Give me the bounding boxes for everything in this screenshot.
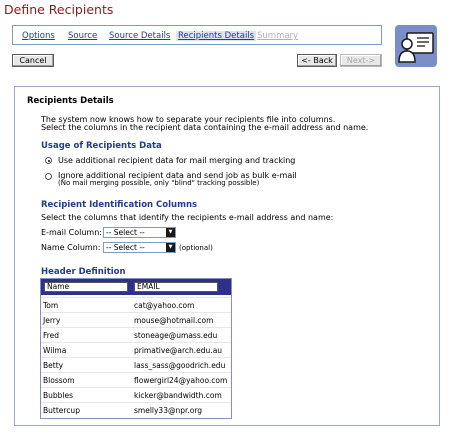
header-definition-heading: Header Definition: [41, 267, 126, 277]
identification-instruction: Select the columns that identify the recipients e-mail address and name:: [41, 213, 334, 222]
intro-text: The system now knows how to separate your recipients file into columns.: [41, 115, 336, 124]
back-button[interactable]: <- Back: [297, 54, 337, 67]
row-name-cell: Blossom: [43, 376, 75, 385]
recipient-card-icon: [395, 25, 437, 67]
header-name-field[interactable]: Name: [44, 282, 128, 292]
header-definition-table: [40, 278, 232, 419]
intro-text: Select the columns in the recipient data containing the e-mail address and name.: [41, 123, 369, 132]
row-name-cell: Bubbles: [43, 391, 74, 400]
tab-source[interactable]: Source: [68, 31, 98, 41]
row-email-cell: kicker@bandwidth.com: [134, 391, 222, 400]
email-column-select[interactable]: [103, 227, 176, 238]
name-column-value: -- Select --: [106, 243, 145, 252]
wizard-nav: [12, 25, 382, 45]
email-column-value: -- Select --: [106, 228, 145, 237]
panel-title: Recipients Details: [27, 96, 114, 106]
radio-ignore-data[interactable]: [45, 173, 52, 180]
table-row: [41, 312, 231, 327]
header-email-field[interactable]: EMAIL: [134, 282, 218, 292]
table-row: [41, 387, 231, 402]
usage-heading: Usage of Recipients Data: [41, 141, 162, 151]
tab-options[interactable]: Options: [22, 31, 55, 41]
option-ignore-data-label: Ignore additional recipient data and send job as bulk e-mail: [58, 171, 297, 180]
page-title: Define Recipients: [4, 2, 114, 17]
option-ignore-data-note: (No mail merging possible, only "blind" tracking possible): [58, 179, 260, 187]
row-name-cell: Betty: [43, 361, 64, 370]
table-row: [41, 297, 231, 312]
row-name-cell: Buttercup: [43, 406, 80, 415]
row-name-cell: Tom: [43, 301, 59, 310]
table-row: [41, 372, 231, 387]
identification-heading: Recipient Identification Columns: [41, 200, 198, 210]
next-button: Next->: [340, 54, 382, 67]
row-email-cell: smelly33@npr.org: [134, 406, 203, 415]
row-email-cell: cat@yahoo.com: [134, 301, 195, 310]
row-email-cell: lass_sass@goodrich.edu: [134, 361, 226, 370]
header-row: [41, 279, 231, 295]
row-name-cell: Wilma: [43, 346, 67, 355]
option-use-data-label: Use additional recipient data for mail merging and tracking: [58, 156, 296, 165]
table-row: [41, 402, 231, 417]
row-name-cell: Fred: [43, 331, 60, 340]
radio-use-data[interactable]: [45, 157, 52, 164]
name-optional-note: (optional): [179, 244, 213, 252]
tab-recipients-details[interactable]: Recipients Details: [178, 31, 255, 41]
table-row: [41, 357, 231, 372]
tab-summary: Summary: [257, 31, 299, 41]
tab-source-details[interactable]: Source Details: [109, 31, 171, 41]
row-email-cell: stoneage@umass.edu: [134, 331, 218, 340]
chevron-down-icon: ▼: [166, 228, 175, 237]
row-email-cell: flowergirl24@yahoo.com: [134, 376, 228, 385]
cancel-button[interactable]: Cancel: [12, 54, 54, 67]
email-column-label: E-mail Column:: [41, 228, 102, 237]
chevron-down-icon: ▼: [166, 243, 175, 252]
name-column-label: Name Column:: [41, 243, 101, 252]
row-email-cell: primative@arch.edu.au: [134, 346, 223, 355]
table-row: [41, 342, 231, 357]
row-email-cell: mouse@hotmail.com: [134, 316, 214, 325]
table-row: [41, 327, 231, 342]
row-name-cell: Jerry: [43, 316, 61, 325]
name-column-select[interactable]: [103, 242, 176, 253]
